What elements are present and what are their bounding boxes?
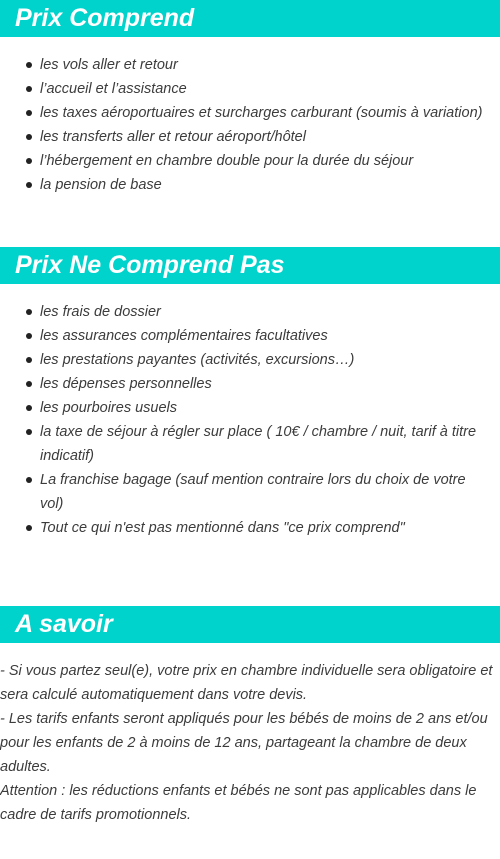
list-item: La franchise bagage (sauf mention contraire lors du choix de votre vol) xyxy=(40,468,500,516)
section-info xyxy=(0,606,500,827)
section-included xyxy=(0,0,500,197)
section-not-included xyxy=(0,247,500,540)
list-item: la taxe de séjour à régler sur place ( 10€ / chambre / nuit, tarif à titre indicatif) xyxy=(40,420,500,468)
info-paragraph: - Les tarifs enfants seront appliqués pour les bébés de moins de 2 ans et/ou pour les enfants de 2 à moins de 12 ans, partageant la chambre de deux adultes. xyxy=(0,711,488,775)
list-item: les vols aller et retour xyxy=(40,53,500,77)
bullet-dot-icon xyxy=(26,381,32,387)
list-item: les taxes aéroportuaires et surcharges carburant (soumis à variation) xyxy=(40,101,500,125)
bullet-dot-icon xyxy=(26,182,32,188)
info-paragraph: Attention : les réductions enfants et bébés ne sont pas applicables dans le cadre de tarifs promotionnels. xyxy=(0,783,477,823)
list-item: les pourboires usuels xyxy=(40,396,500,420)
bullet-dot-icon xyxy=(26,62,32,68)
list-item: les assurances complémentaires facultatives xyxy=(40,324,500,348)
bullet-dot-icon xyxy=(26,134,32,140)
info-paragraph: - Si vous partez seul(e), votre prix en chambre individuelle sera obligatoire et sera calculé automatiquement dans votre devis. xyxy=(0,663,493,703)
bullet-dot-icon xyxy=(26,333,32,339)
bullet-dot-icon xyxy=(26,429,32,435)
bullet-dot-icon xyxy=(26,477,32,483)
bullet-dot-icon xyxy=(26,357,32,363)
not-included-list xyxy=(0,300,500,540)
list-item: l’hébergement en chambre double pour la durée du séjour xyxy=(40,149,500,173)
bullet-dot-icon xyxy=(26,110,32,116)
section-title-included: Prix Comprend xyxy=(0,0,500,37)
list-item: les dépenses personnelles xyxy=(40,372,500,396)
list-item: les transferts aller et retour aéroport/hôtel xyxy=(40,125,500,149)
bullet-dot-icon xyxy=(26,405,32,411)
section-title-info: A savoir xyxy=(0,606,500,643)
list-item: Tout ce qui n'est pas mentionné dans "ce prix comprend" xyxy=(40,516,500,540)
bullet-dot-icon xyxy=(26,86,32,92)
list-item: les prestations payantes (activités, excursions…) xyxy=(40,348,500,372)
bullet-dot-icon xyxy=(26,525,32,531)
bullet-dot-icon xyxy=(26,309,32,315)
section-title-not-included: Prix Ne Comprend Pas xyxy=(0,247,500,284)
info-text xyxy=(0,659,500,827)
included-list xyxy=(0,53,500,197)
bullet-dot-icon xyxy=(26,158,32,164)
list-item: l’accueil et l’assistance xyxy=(40,77,500,101)
list-item: la pension de base xyxy=(40,173,500,197)
list-item: les frais de dossier xyxy=(40,300,500,324)
